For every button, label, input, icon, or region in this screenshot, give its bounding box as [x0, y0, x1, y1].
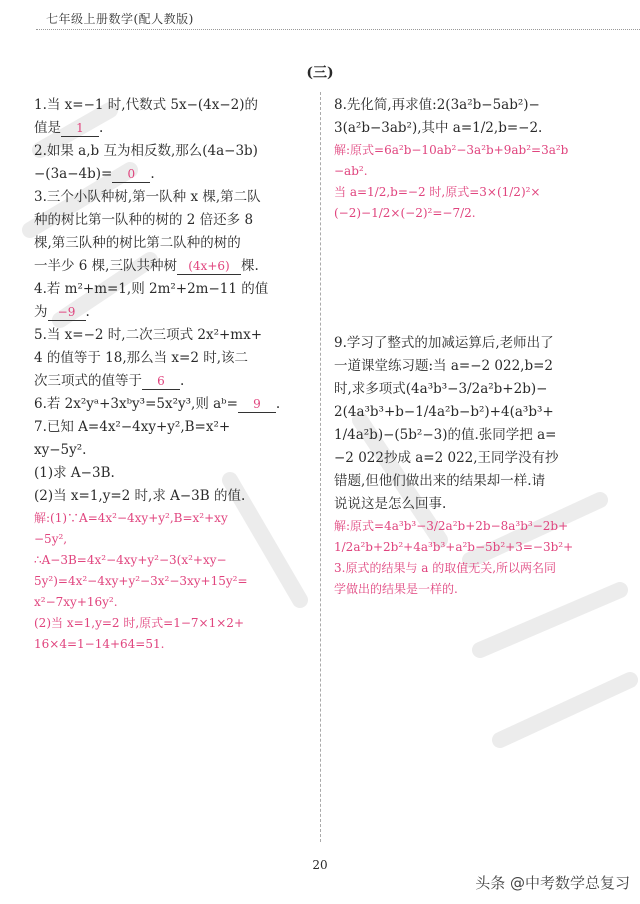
line-text: 7.已知 A=4x²−4xy+y²,B=x²+	[34, 419, 231, 435]
header-rule	[36, 29, 640, 30]
page-number: 20	[312, 858, 328, 872]
line-text: 错题,但他们做出来的结果却一样.请	[334, 473, 546, 489]
solution-line	[34, 592, 308, 613]
question-line	[34, 209, 308, 232]
book-header: 七年级上册数学(配人教版)	[46, 12, 194, 26]
solution-line	[34, 508, 308, 529]
question-line	[334, 447, 618, 470]
question-line	[334, 470, 618, 493]
line-text: 值是	[34, 120, 61, 136]
solution-line	[334, 203, 618, 224]
question-line	[34, 347, 308, 370]
line-text-end: 棵.	[240, 258, 259, 274]
answer-blank: (4x+6)	[177, 258, 241, 275]
solution-line	[334, 537, 618, 558]
question-line	[334, 332, 618, 355]
answer-blank: 0	[112, 166, 150, 183]
question-line	[34, 301, 308, 324]
question-line	[34, 186, 308, 209]
line-text: 8.先化简,再求值:2(3a²b−5ab²)−	[334, 97, 540, 113]
column-divider	[320, 92, 321, 842]
line-text: 棵,第三队种的树比第二队种的树的	[34, 235, 241, 251]
question-line	[34, 163, 308, 186]
question-line	[334, 424, 618, 447]
question-line	[34, 117, 308, 140]
question-line	[334, 493, 618, 516]
solution-line	[334, 516, 618, 537]
line-text: 解:原式=6a²b−10ab²−3a²b+9ab²=3a²b	[334, 143, 569, 157]
question-line	[34, 232, 308, 255]
answer-blank: 1	[61, 120, 99, 137]
line-text: 6.若 2x²yᵃ+3xᵇy³=5x²y³,则 aᵇ=	[34, 396, 238, 412]
line-text-end: .	[180, 373, 185, 389]
line-text: 学做出的结果是一样的.	[334, 582, 458, 596]
question-line	[34, 140, 308, 163]
line-text-end: .	[99, 120, 104, 136]
line-text: 一半少 6 棵,三队共种树	[34, 258, 177, 274]
line-text-end: .	[85, 304, 90, 320]
line-text: 次三项式的值等于	[34, 373, 142, 389]
solution-line	[334, 140, 618, 161]
left-column	[34, 94, 308, 655]
question-line	[34, 94, 308, 117]
line-text-end: .	[275, 396, 281, 412]
blank-space	[334, 224, 618, 332]
line-text: 时,求多项式(4a³b³−3/2a²b+2b)−	[334, 381, 548, 397]
question-line	[34, 439, 308, 462]
line-text: x²−7xy+16y².	[34, 595, 118, 609]
line-text-end: .	[150, 166, 155, 182]
solution-line	[34, 613, 308, 634]
solution-line	[334, 579, 618, 600]
line-text: 1/2a²b+2b²+4a³b³+a²b−5b²+3=−3b²+	[334, 540, 574, 554]
line-text: ∴A−3B=4x²−4xy+y²−3(x²+xy−	[34, 553, 227, 567]
line-text: 3.原式的结果与 a 的取值无关,所以两名同	[334, 561, 557, 575]
line-text: 解:(1)∵A=4x²−4xy+y²,B=x²+xy	[34, 511, 228, 525]
question-line	[34, 255, 308, 278]
answer-blank: −9	[48, 304, 86, 321]
right-column	[334, 94, 618, 600]
line-text: 3(a²b−3ab²),其中 a=1/2,b=−2.	[334, 120, 543, 136]
line-text: (2)当 x=1,y=2 时,求 A−3B 的值.	[34, 488, 246, 504]
question-line	[34, 370, 308, 393]
question-line	[334, 401, 618, 424]
line-text: xy−5y².	[34, 442, 87, 458]
question-line	[334, 117, 618, 140]
question-line	[34, 324, 308, 347]
line-text: 1.当 x=−1 时,代数式 5x−(4x−2)的	[34, 97, 259, 113]
line-text: (2)当 x=1,y=2 时,原式=1−7×1×2+	[34, 616, 244, 630]
question-line	[34, 485, 308, 508]
section-title: (三)	[306, 65, 334, 81]
line-text: (1)求 A−3B.	[34, 465, 115, 481]
question-line	[334, 355, 618, 378]
line-text: −2 022抄成 a=2 022,王同学没有抄	[334, 450, 559, 466]
line-text: 4 的值等于 18,那么当 x=2 时,该二	[34, 350, 249, 366]
solution-line	[334, 558, 618, 579]
line-text: 当 a=1/2,b=−2 时,原式=3×(1/2)²×	[334, 185, 541, 199]
line-text: 种的树比第一队种的树的 2 倍还多 8	[34, 212, 254, 228]
line-text: 1/4a²b)−(5b²−3)的值.张同学把 a=	[334, 427, 557, 443]
line-text: 解:原式=4a³b³−3/2a²b+2b−8a³b³−2b+	[334, 519, 569, 533]
line-text: 为	[34, 304, 48, 320]
line-text: 16×4=1−14+64=51.	[34, 637, 165, 651]
answer-blank: 6	[142, 373, 180, 390]
line-text: −(3a−4b)=	[34, 166, 113, 182]
question-line	[34, 462, 308, 485]
solution-line	[34, 550, 308, 571]
answer-blank: 9	[238, 396, 276, 413]
line-text: 一道课堂练习题:当 a=−2 022,b=2	[334, 358, 553, 374]
question-line	[334, 94, 618, 117]
source-watermark: 头条 @中考数学总复习	[475, 874, 630, 892]
line-text: 说说这是怎么回事.	[334, 496, 447, 512]
solution-line	[334, 182, 618, 203]
line-text: 9.学习了整式的加减运算后,老师出了	[334, 335, 554, 351]
line-text: −ab².	[334, 164, 368, 178]
line-text: 5y²)=4x²−4xy+y²−3x²−3xy+15y²=	[34, 574, 248, 588]
solution-line	[34, 529, 308, 550]
line-text: 4.若 m²+m=1,则 2m²+2m−11 的值	[34, 281, 269, 297]
line-text: (−2)−1/2×(−2)²=−7/2.	[334, 206, 476, 220]
solution-line	[34, 571, 308, 592]
solution-line	[34, 634, 308, 655]
line-text: 2(4a³b³+b−1/4a²b−b²)+4(a³b³+	[334, 404, 554, 420]
line-text: 2.如果 a,b 互为相反数,那么(4a−3b)	[34, 143, 258, 159]
line-text: 3.三个小队种树,第一队种 x 棵,第二队	[34, 189, 261, 205]
line-text: 5.当 x=−2 时,二次三项式 2x²+mx+	[34, 327, 263, 343]
solution-line	[334, 161, 618, 182]
question-line	[334, 378, 618, 401]
question-line	[34, 393, 308, 416]
line-text: −5y²,	[34, 532, 68, 546]
question-line	[34, 278, 308, 301]
question-line	[34, 416, 308, 439]
